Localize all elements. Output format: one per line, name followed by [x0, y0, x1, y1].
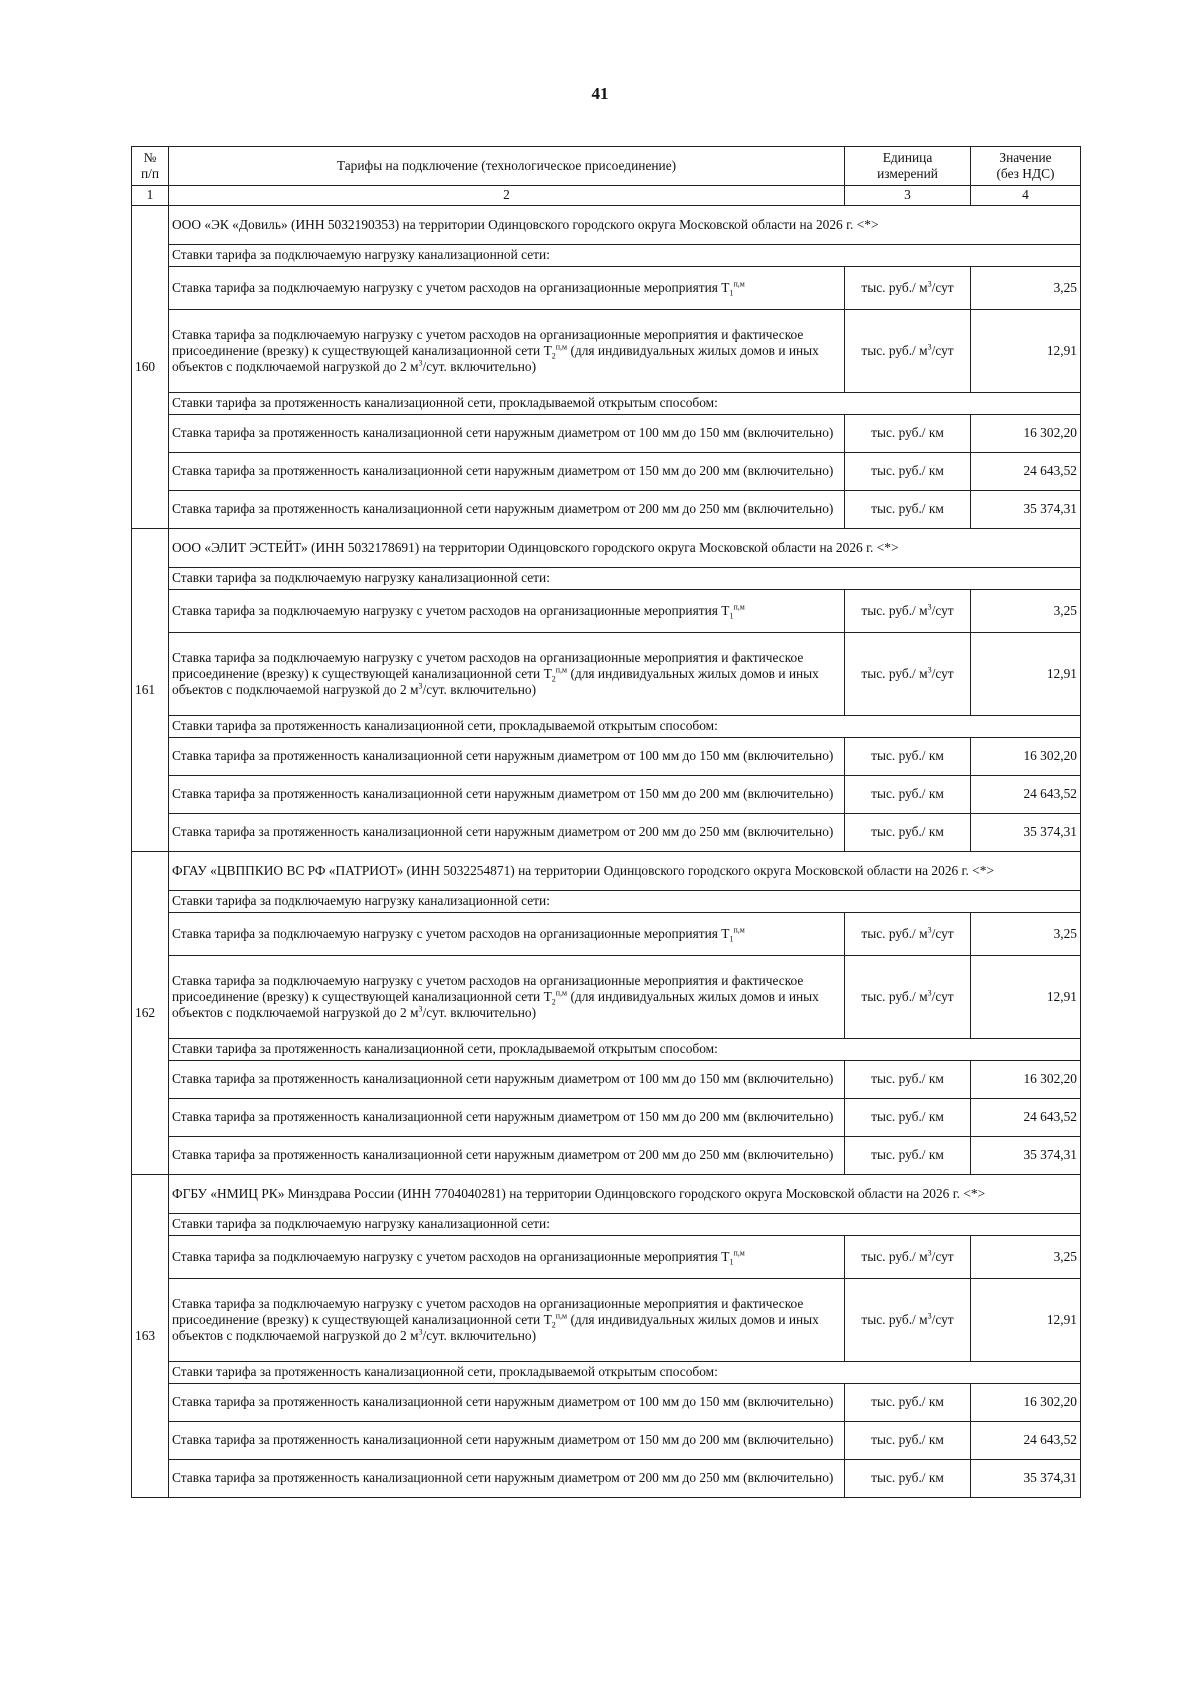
rate-unit: тыс. руб./ км [845, 1460, 971, 1498]
section-row [132, 1362, 1081, 1384]
rate-value: 35 374,31 [971, 1460, 1081, 1498]
rate-value: 16 302,20 [971, 1384, 1081, 1422]
rate-unit: тыс. руб./ $м^3$/сут [845, 310, 971, 393]
section-row [132, 1214, 1081, 1236]
rate-t1-desc: Ставка тарифа за подключаемую нагрузку с учетом расходов на организационные мероприятия $T_1^{п,м}$ [169, 1236, 845, 1279]
org-name: ФГБУ «НМИЦ РК» Минздрава России (ИНН 7704040281) на территории Одинцовского городского округа Московской области на 2026 г. <*> [169, 1175, 1081, 1214]
rate-d1-desc: Ставка тарифа за протяженность канализационной сети наружным диаметром от 100 мм до 150 мм (включительно) [169, 415, 845, 453]
rate-d2-desc: Ставка тарифа за протяженность канализационной сети наружным диаметром от 150 мм до 200 мм (включительно) [169, 1422, 845, 1460]
rate-d3-desc: Ставка тарифа за протяженность канализационной сети наружным диаметром от 200 мм до 250 мм (включительно) [169, 1137, 845, 1175]
table-row [132, 267, 1081, 310]
table-row [132, 1460, 1081, 1498]
rate-d2-desc: Ставка тарифа за протяженность канализационной сети наружным диаметром от 150 мм до 200 мм (включительно) [169, 1099, 845, 1137]
rate-value: 35 374,31 [971, 814, 1081, 852]
rate-value: 12,91 [971, 1279, 1081, 1362]
rate-value: 16 302,20 [971, 415, 1081, 453]
rate-unit: тыс. руб./ $м^3$/сут [845, 1279, 971, 1362]
rate-value: 3,25 [971, 590, 1081, 633]
table-row [132, 453, 1081, 491]
section-load-title: Ставки тарифа за подключаемую нагрузку канализационной сети: [169, 891, 1081, 913]
section-row [132, 1039, 1081, 1061]
rate-value: 24 643,52 [971, 1099, 1081, 1137]
table-row [132, 1236, 1081, 1279]
table-row [132, 1099, 1081, 1137]
section-load-title: Ставки тарифа за подключаемую нагрузку канализационной сети: [169, 245, 1081, 267]
section-row [132, 568, 1081, 590]
rate-unit: тыс. руб./ $м^3$/сут [845, 633, 971, 716]
rate-d3-desc: Ставка тарифа за протяженность канализационной сети наружным диаметром от 200 мм до 250 мм (включительно) [169, 814, 845, 852]
rate-value: 24 643,52 [971, 1422, 1081, 1460]
table-row [132, 913, 1081, 956]
table-row [132, 956, 1081, 1039]
org-number: 161 [132, 529, 169, 852]
org-row [132, 206, 1081, 245]
table-row [132, 814, 1081, 852]
section-row [132, 716, 1081, 738]
rate-value: 35 374,31 [971, 1137, 1081, 1175]
header-value: Значение (без НДС) [971, 147, 1081, 186]
rate-t1-desc: Ставка тарифа за подключаемую нагрузку с учетом расходов на организационные мероприятия $T_1^{п,м}$ [169, 267, 845, 310]
rate-d2-desc: Ставка тарифа за протяженность канализационной сети наружным диаметром от 150 мм до 200 мм (включительно) [169, 453, 845, 491]
rate-unit: тыс. руб./ км [845, 415, 971, 453]
rate-t2-desc: Ставка тарифа за подключаемую нагрузку с учетом расходов на организационные мероприятия и фактическое присоединение (врезку) к существующей канализационной сети $T_2^{п,м}$ (для индивидуальных жилых домов и иных объектов с подключаемой нагрузкой до 2 $м^3$/сут. включительно) [169, 1279, 845, 1362]
section-row [132, 245, 1081, 267]
table-row [132, 1061, 1081, 1099]
rate-value: 3,25 [971, 1236, 1081, 1279]
table-row [132, 491, 1081, 529]
rate-value: 3,25 [971, 913, 1081, 956]
header-unit: Единица измерений [845, 147, 971, 186]
rate-value: 24 643,52 [971, 453, 1081, 491]
rate-value: 12,91 [971, 633, 1081, 716]
section-row [132, 393, 1081, 415]
rate-unit: тыс. руб./ $м^3$/сут [845, 1236, 971, 1279]
rate-unit: тыс. руб./ км [845, 1099, 971, 1137]
rate-d1-desc: Ставка тарифа за протяженность канализационной сети наружным диаметром от 100 мм до 150 мм (включительно) [169, 738, 845, 776]
rate-t2-desc: Ставка тарифа за подключаемую нагрузку с учетом расходов на организационные мероприятия и фактическое присоединение (врезку) к существующей канализационной сети $T_2^{п,м}$ (для индивидуальных жилых домов и иных объектов с подключаемой нагрузкой до 2 $м^3$/сут. включительно) [169, 956, 845, 1039]
header-num: № п/п [132, 147, 169, 186]
rate-t1-desc: Ставка тарифа за подключаемую нагрузку с учетом расходов на организационные мероприятия $T_1^{п,м}$ [169, 590, 845, 633]
rate-unit: тыс. руб./ км [845, 776, 971, 814]
rate-unit: тыс. руб./ $м^3$/сут [845, 267, 971, 310]
org-row [132, 529, 1081, 568]
table-row [132, 1137, 1081, 1175]
rate-value: 16 302,20 [971, 738, 1081, 776]
org-row [132, 852, 1081, 891]
tariff-table [131, 146, 1081, 1498]
org-name: ООО «ЭЛИТ ЭСТЕЙТ» (ИНН 5032178691) на территории Одинцовского городского округа Московской области на 2026 г. <*> [169, 529, 1081, 568]
rate-unit: тыс. руб./ км [845, 1137, 971, 1175]
org-number: 160 [132, 206, 169, 529]
org-number: 163 [132, 1175, 169, 1498]
rate-d2-desc: Ставка тарифа за протяженность канализационной сети наружным диаметром от 150 мм до 200 мм (включительно) [169, 776, 845, 814]
section-length-title: Ставки тарифа за протяженность канализационной сети, прокладываемой открытым способом: [169, 716, 1081, 738]
rate-value: 16 302,20 [971, 1061, 1081, 1099]
org-name: ООО «ЭК «Довиль» (ИНН 5032190353) на территории Одинцовского городского округа Московской области на 2026 г. <*> [169, 206, 1081, 245]
rate-d1-desc: Ставка тарифа за протяженность канализационной сети наружным диаметром от 100 мм до 150 мм (включительно) [169, 1061, 845, 1099]
section-length-title: Ставки тарифа за протяженность канализационной сети, прокладываемой открытым способом: [169, 393, 1081, 415]
rate-t1-desc: Ставка тарифа за подключаемую нагрузку с учетом расходов на организационные мероприятия $T_1^{п,м}$ [169, 913, 845, 956]
section-load-title: Ставки тарифа за подключаемую нагрузку канализационной сети: [169, 1214, 1081, 1236]
table-row [132, 1279, 1081, 1362]
org-name: ФГАУ «ЦВППКИО ВС РФ «ПАТРИОТ» (ИНН 5032254871) на территории Одинцовского городского округа Московской области на 2026 г. <*> [169, 852, 1081, 891]
rate-t2-desc: Ставка тарифа за подключаемую нагрузку с учетом расходов на организационные мероприятия и фактическое присоединение (врезку) к существующей канализационной сети $T_2^{п,м}$ (для индивидуальных жилых домов и иных объектов с подключаемой нагрузкой до 2 $м^3$/сут. включительно) [169, 633, 845, 716]
rate-d3-desc: Ставка тарифа за протяженность канализационной сети наружным диаметром от 200 мм до 250 мм (включительно) [169, 1460, 845, 1498]
rate-unit: тыс. руб./ км [845, 1061, 971, 1099]
table-row [132, 415, 1081, 453]
rate-unit: тыс. руб./ км [845, 1422, 971, 1460]
table-row [132, 1422, 1081, 1460]
rate-value: 12,91 [971, 310, 1081, 393]
rate-unit: тыс. руб./ $м^3$/сут [845, 956, 971, 1039]
rate-value: 3,25 [971, 267, 1081, 310]
rate-unit: тыс. руб./ км [845, 814, 971, 852]
rate-value: 12,91 [971, 956, 1081, 1039]
section-load-title: Ставки тарифа за подключаемую нагрузку канализационной сети: [169, 568, 1081, 590]
rate-unit: тыс. руб./ км [845, 453, 971, 491]
rate-unit: тыс. руб./ $м^3$/сут [845, 590, 971, 633]
section-row [132, 891, 1081, 913]
index-cell: 3 [845, 186, 971, 206]
index-cell: 4 [971, 186, 1081, 206]
table-header-row [132, 147, 1081, 186]
rate-d1-desc: Ставка тарифа за протяженность канализационной сети наружным диаметром от 100 мм до 150 мм (включительно) [169, 1384, 845, 1422]
rate-t2-desc: Ставка тарифа за подключаемую нагрузку с учетом расходов на организационные мероприятия и фактическое присоединение (врезку) к существующей канализационной сети $T_2^{п,м}$ (для индивидуальных жилых домов и иных объектов с подключаемой нагрузкой до 2 $м^3$/сут. включительно) [169, 310, 845, 393]
index-cell: 1 [132, 186, 169, 206]
rate-unit: тыс. руб./ км [845, 1384, 971, 1422]
rate-unit: тыс. руб./ км [845, 491, 971, 529]
rate-d3-desc: Ставка тарифа за протяженность канализационной сети наружным диаметром от 200 мм до 250 мм (включительно) [169, 491, 845, 529]
section-length-title: Ставки тарифа за протяженность канализационной сети, прокладываемой открытым способом: [169, 1362, 1081, 1384]
rate-value: 24 643,52 [971, 776, 1081, 814]
org-row [132, 1175, 1081, 1214]
rate-unit: тыс. руб./ $м^3$/сут [845, 913, 971, 956]
page-number: 41 [591, 84, 609, 103]
table-row [132, 738, 1081, 776]
table-row [132, 776, 1081, 814]
column-index-row [132, 186, 1081, 206]
rate-value: 35 374,31 [971, 491, 1081, 529]
index-cell: 2 [169, 186, 845, 206]
section-length-title: Ставки тарифа за протяженность канализационной сети, прокладываемой открытым способом: [169, 1039, 1081, 1061]
table-row [132, 633, 1081, 716]
header-desc: Тарифы на подключение (технологическое присоединение) [169, 147, 845, 186]
table-row [132, 1384, 1081, 1422]
rate-unit: тыс. руб./ км [845, 738, 971, 776]
table-row [132, 310, 1081, 393]
org-number: 162 [132, 852, 169, 1175]
table-row [132, 590, 1081, 633]
